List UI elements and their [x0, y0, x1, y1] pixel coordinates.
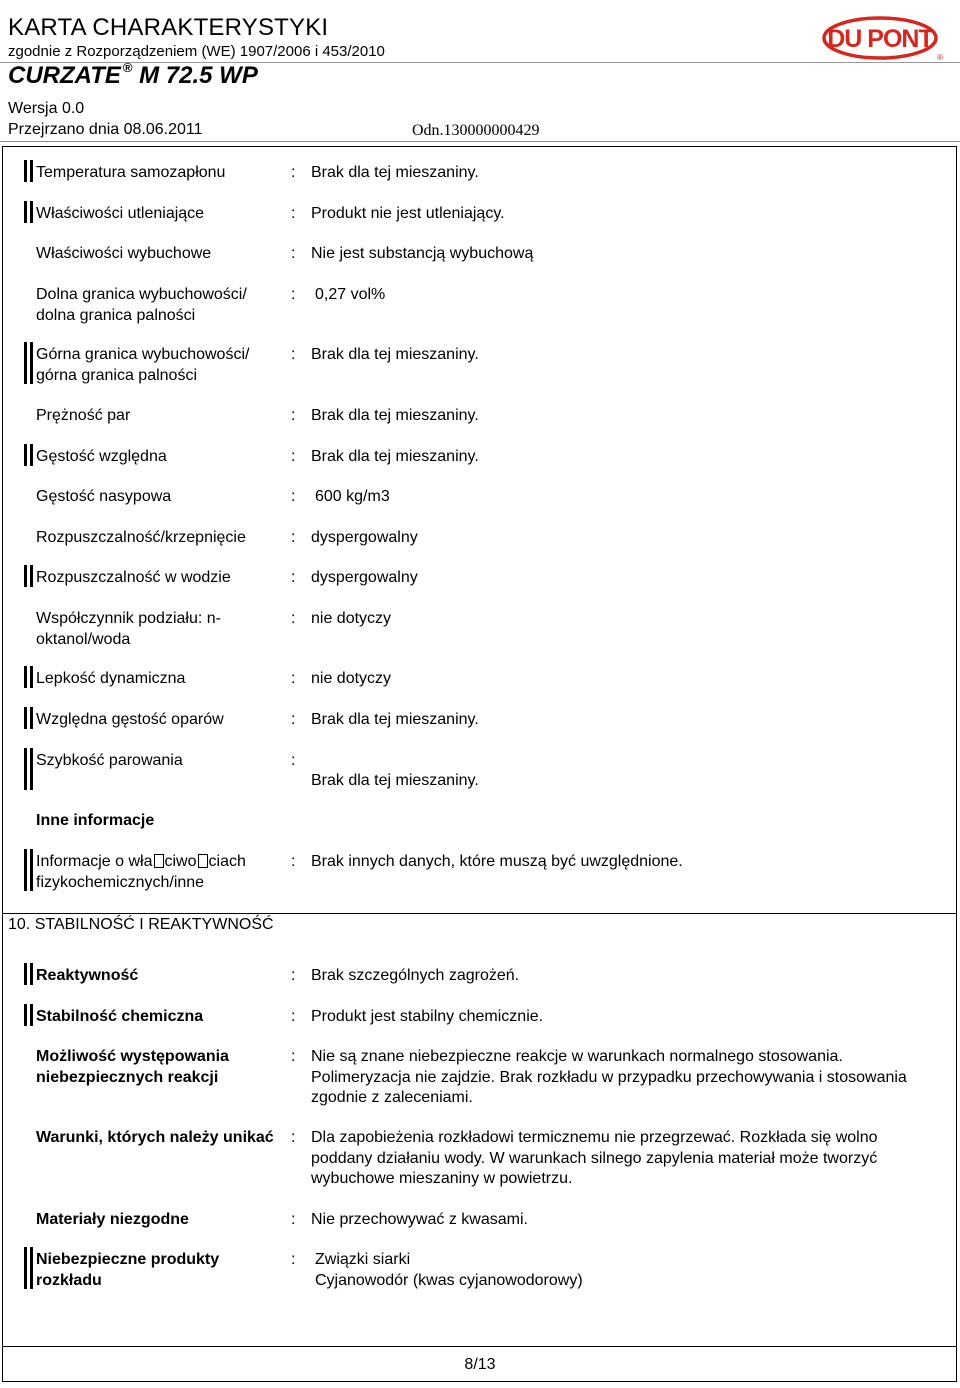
property-value: dyspergowalny — [311, 569, 418, 586]
missing-glyph-box — [154, 854, 164, 868]
property-value: Nie jest substancją wybuchową — [311, 245, 534, 262]
property-value: Brak dla tej mieszaniny. — [311, 346, 479, 363]
section-divider — [2, 913, 957, 914]
property-value: Dla zapobieżenia rozkładowi termicznemu nie przegrzewać. Rozkłada się wolno poddany działaniu wody. W warunkach silnego zapylenia materiał może tworzyć wybuchowe mieszaniny w powietrzu. — [311, 1129, 878, 1187]
property-label: Stabilność chemiczna — [36, 1008, 204, 1025]
property-label: Szybkość parowania — [36, 752, 183, 769]
property-label: Reaktywność — [36, 967, 139, 984]
property-value: Związki siarki Cyjanowodór (kwas cyjanowodorowy) — [315, 1251, 583, 1289]
property-label: Możliwość występowania niebezpiecznych reakcji — [36, 1048, 229, 1086]
registered-mark: ® — [122, 60, 133, 75]
property-value: Brak dla tej mieszaniny. — [311, 164, 479, 181]
property-label: Górna granica wybuchowości/ górna granica palności — [36, 346, 250, 384]
svg-text:®: ® — [937, 53, 943, 62]
property-value: Nie przechowywać z kwasami. — [311, 1211, 528, 1228]
property-value: Brak dla tej mieszaniny. — [311, 711, 479, 728]
page-number: 8/13 — [464, 1356, 496, 1373]
header-divider-bottom — [0, 141, 960, 142]
property-value: Nie są znane niebezpieczne reakcje w warunkach normalnego stosowania. Polimeryzacja nie zajdzie. Brak rozkładu w przypadku przechowywania i stosowania zgodnie z zaleceniami. — [311, 1048, 907, 1106]
property-label: Warunki, których należy unikać — [36, 1129, 274, 1146]
section-10-title: 10. STABILNOŚĆ I REAKTYWNOŚĆ — [8, 916, 274, 933]
document-header — [0, 0, 960, 145]
property-value: Brak dla tej mieszaniny. — [311, 407, 479, 424]
property-value: dyspergowalny — [311, 529, 418, 546]
product-name: CURZATE ® M 72.5 WP — [8, 60, 258, 89]
missing-glyph-box — [198, 854, 208, 868]
property-label: Niebezpieczne produkty rozkładu — [36, 1251, 220, 1289]
other-info-label: Informacje o wła ciwo ciach fizykochemicznych/inne — [36, 853, 246, 891]
svg-text:DU PONT: DU PONT — [827, 25, 933, 53]
property-label: Prężność par — [36, 407, 131, 424]
property-label: Temperatura samozapłonu — [36, 164, 226, 181]
property-value: Produkt jest stabilny chemicznie. — [311, 1008, 544, 1025]
property-label: Dolna granica wybuchowości/ dolna granica palności — [36, 286, 247, 324]
property-label: Rozpuszczalność/krzepnięcie — [36, 529, 246, 546]
document-title: KARTA CHARAKTERYSTYKI — [8, 14, 329, 41]
other-info-heading: Inne informacje — [36, 812, 155, 829]
property-value: nie dotyczy — [311, 670, 392, 687]
dupont-logo — [822, 14, 946, 62]
property-label: Rozpuszczalność w wodzie — [36, 569, 231, 586]
property-label: Względna gęstość oparów — [36, 711, 224, 728]
version-label: Wersja 0.0 — [8, 100, 85, 117]
other-info-value: Brak innych danych, które muszą być uwzględnione. — [311, 853, 683, 870]
property-value: Brak dla tej mieszaniny. — [311, 448, 479, 465]
property-label: Lepkość dynamiczna — [36, 670, 186, 687]
property-label: Właściwości wybuchowe — [36, 245, 212, 262]
property-label: Gęstość nasypowa — [36, 488, 172, 505]
reference-number: Odn.130000000429 — [412, 122, 540, 139]
property-value: nie dotyczy — [311, 610, 392, 627]
regulation-reference: zgodnie z Rozporządzeniem (WE) 1907/2006 i 453/2010 — [8, 43, 385, 60]
property-value: Brak szczególnych zagrożeń. — [311, 967, 520, 984]
property-value: Produkt nie jest utleniający. — [311, 205, 505, 222]
property-value: Brak dla tej mieszaniny. — [311, 772, 479, 789]
property-value: 600 kg/m3 — [315, 488, 390, 505]
property-label: Materiały niezgodne — [36, 1211, 189, 1228]
property-value: 0,27 vol% — [315, 286, 386, 303]
property-label: Współczynnik podziału: n-oktanol/woda — [36, 610, 221, 648]
property-label: Właściwości utleniające — [36, 205, 205, 222]
footer-divider — [2, 1346, 957, 1347]
revision-date: Przejrzano dnia 08.06.2011 — [8, 121, 203, 138]
property-label: Gęstość względna — [36, 448, 167, 465]
